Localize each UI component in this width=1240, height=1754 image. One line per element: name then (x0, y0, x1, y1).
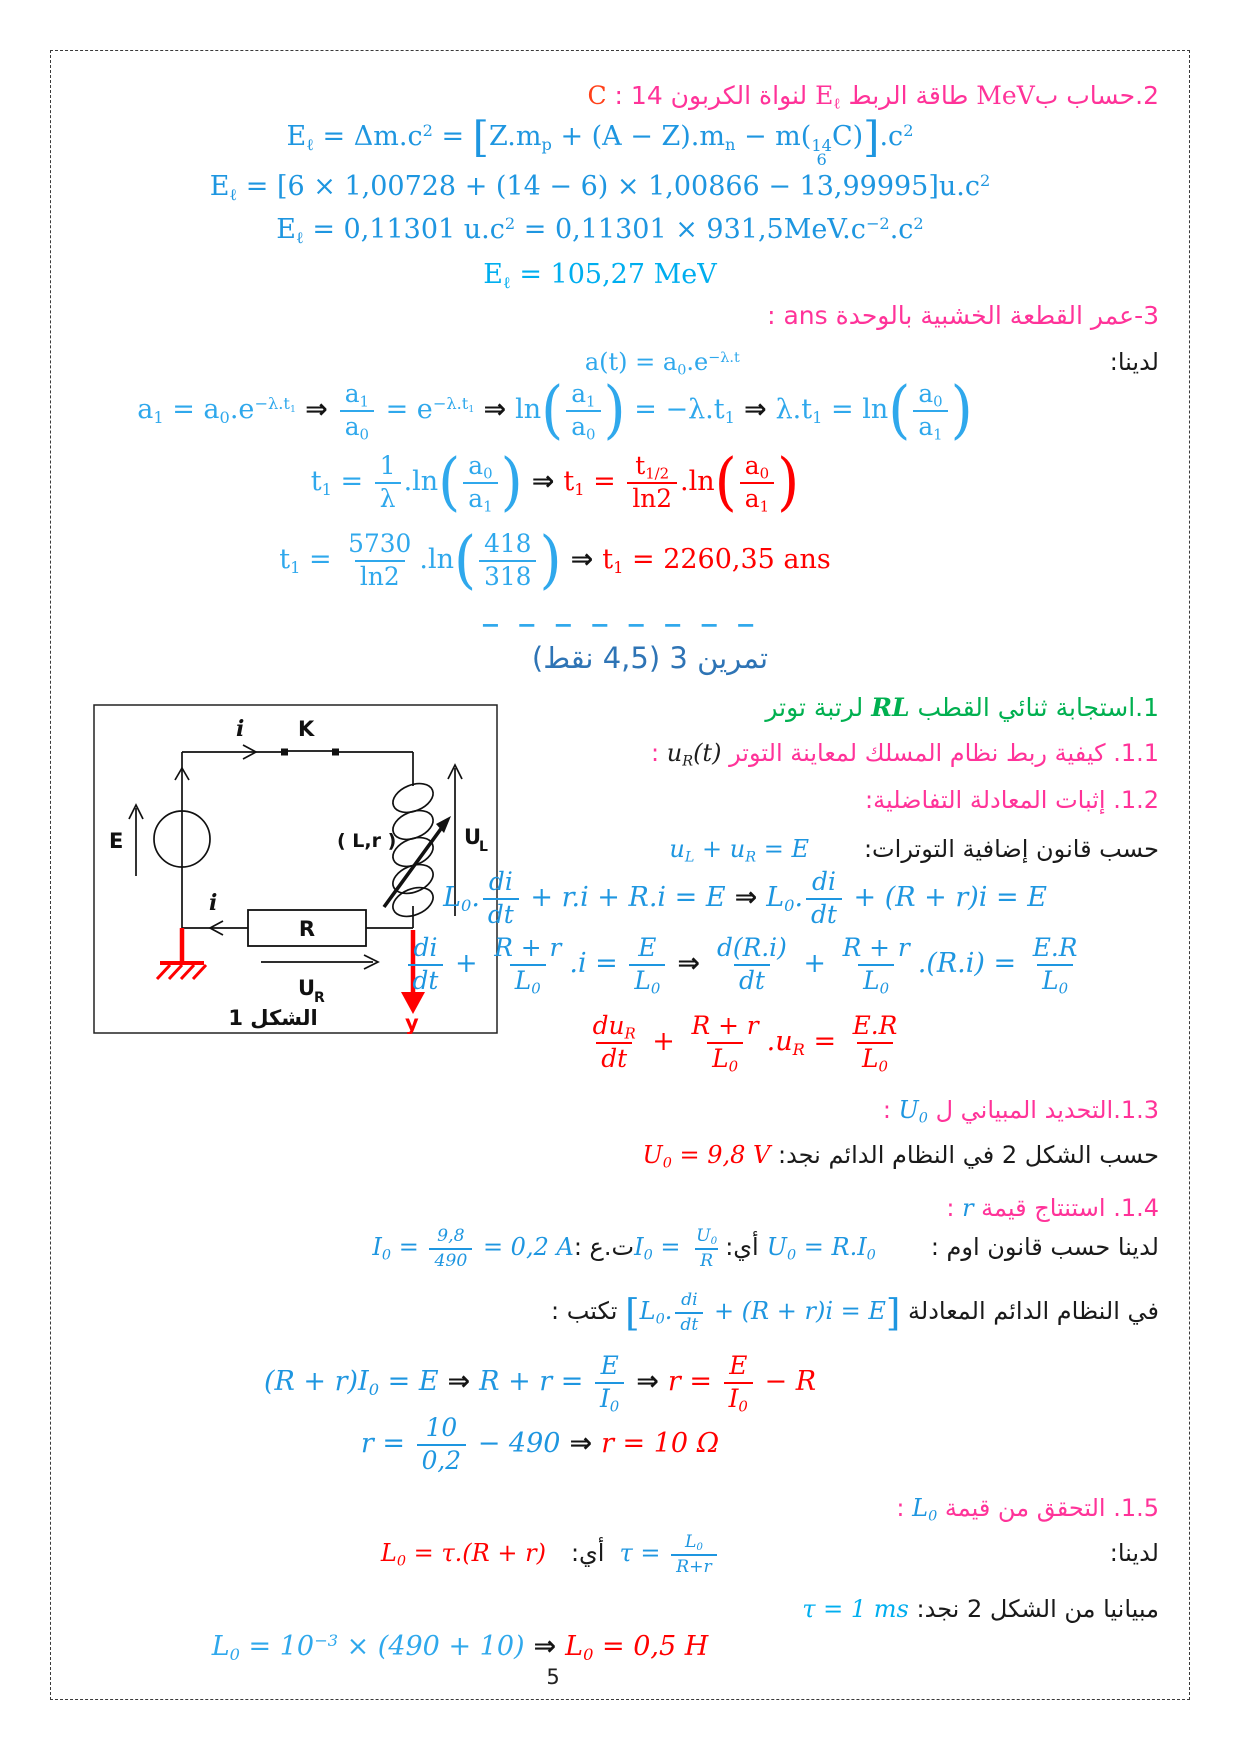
row-l0-relation: لدينا:τ = $\frac{L_0}{R+r}$ $أي:L_0 = \tau.(R + r)$ (380, 1532, 1159, 1578)
eq-differential-step2: $\frac{di}{dt}$ + $\frac{R + r}{L_0}$ .i = $\frac{E}{L_0}$ ⇒ $\frac{d(R.i)}{dt}$ + $\frac{R + r}{L_0}$ .(R.i) = $\frac{E.R}{L_0}$ (81, 935, 1159, 994)
resistor-label: R (298, 917, 316, 941)
eq-binding-energy-result: $E_\ell = 105,27$ MeV (483, 259, 717, 292)
eq-activity-chain: $a_1 = a_0.e^{-\lambda.t_1}$ ⇒ $\frac{a_1}{a_0}$ = $e^{-\lambda.t_1}$ ⇒ ln ( $\frac{a_1}{a_0}$ ) = $-\lambda.t_1$ ⇒ $\lambda.t_1 = \ln$ ( $\frac{a_0}{a_1}$ ) (137, 373, 973, 447)
ur-label: U (298, 976, 316, 1000)
heading-rl-response: 1.استجابة ثنائي القطب RL لرتبة توتر (765, 693, 1159, 722)
heading-1-1-wiring: 1.1. كيفية ربط نظام المسلك لمعاينة التوتر $u_R(t)$ : (651, 739, 1159, 770)
eq-binding-energy-conversion: $E_\ell = 0,11301$ $u.c^2 = 0,11301 \times 931,5MeV.c^{-2}.c^2$ (276, 214, 924, 247)
heading-wood-age: 3-عمر القطعة الخشبية بالوحدة ans : (767, 301, 1159, 330)
separator-dashes: − − − − − − − − (480, 610, 760, 639)
eq-t1-halflife: $t_1$ = $\frac{1}{\lambda}$ .ln ( $\frac{a_0}{a_1}$ ) ⇒ $t_1$ = $\frac{t_{1/2}}{\ln 2}$ .ln ( $\frac{a_0}{a_1}$ ) (310, 445, 800, 519)
eq-r-derivation: $(R + r)I_0 = E$ ⇒ R + r = $\frac{E}{I_0}$ ⇒ r = $\frac{E}{I_0}$ − R (263, 1351, 817, 1416)
heading-1-4-deduce-r: 1.4. استنتاج قيمة r : (946, 1194, 1159, 1222)
eq-r-numeric-result: r = $\frac{10}{0,2}$ − 490 ⇒ r = 10 Ω (360, 1413, 720, 1476)
worksheet-page (50, 50, 1190, 1700)
row-voltage-additivity-law: حسب قانون إضافية $التوترات:u_L + u_R = E$ (669, 835, 1159, 866)
row-u0-value: حسب الشكل 2 في النظام الدائم نجد: $U_0 = 9,8$ V (642, 1141, 1159, 1172)
row-activity-law: لدينا:a(t) = $a_0.e^{-\lambda.t}$ (584, 348, 1159, 379)
figure-caption: الشكل 1 (228, 1006, 318, 1030)
heading-1-3-graphical-determination: 1.3.التحديد المبياني ل $U_0$ : (882, 1096, 1159, 1127)
ul-label-sub: L (479, 839, 488, 855)
row-ohm-law: لدينا حسب قانون اوم $:U_0$ = $R.I_0أي:I_0$ = $\frac{U_0}{R}$ ت.ع $:I_0$ = $\frac{9,8}{490}$ = 0,2 A (372, 1226, 1159, 1272)
eq-t1-numeric-result: $t_1$ = $\frac{5730}{\ln 2}$ .ln ( $\frac{418}{318}$ ) ⇒ $t_1 = 2260,35$ ans (279, 523, 831, 597)
heading-1-2-differential-equation: 1.2. إثبات المعادلة التفاضلية: (865, 786, 1159, 814)
ul-label: U (464, 825, 482, 849)
eq-differential-step1: $L_0$. $\frac{di}{dt}$ + r.i + R.i = E ⇒ $L_0$. $\frac{di}{dt}$ + (R + r)i = E (443, 867, 1047, 930)
coil-label: ( L,r ) (337, 830, 397, 852)
source-label: E (109, 829, 124, 853)
eq-binding-energy-definition: $E_\ell = \Delta m.c^2 = [Z.m_p + (A - Z).m_n - m$( 14 6 $C)].c^2$ (286, 112, 914, 170)
row-steady-state-equation: في النظام الدائم المعادلة [$L_0$. $\frac{di}{dt}$ + (R + r)i = E] تكتب : (551, 1290, 1159, 1336)
switch-label: K (298, 717, 315, 741)
y-probe-label: y (405, 1011, 419, 1034)
row-tau-value: مبيانيا من الشكل 2 نجد: τ = 1 ms (802, 1595, 1159, 1623)
heading-1-5-check-l0: 1.5. التحقق من قيمة $L_0$ : (896, 1494, 1159, 1525)
page-number: 5 (546, 1665, 560, 1689)
current-label-top: i (236, 716, 245, 742)
eq-l0-numeric-result: $L_0 = 10^{-3} \times (490 + 10)$ ⇒ $L_0 = 0,5$ H (211, 1631, 709, 1664)
switch (281, 749, 339, 756)
ur-label-sub: R (314, 990, 325, 1006)
eq-differential-ur-result: $\frac{du_R}{dt}$ + $\frac{R + r}{L_0}$ $.u_R$ = $\frac{E.R}{L_0}$ (592, 1011, 898, 1076)
exercise-3-title: تمرين 3 (4,5 نقط) (531, 641, 769, 675)
heading-binding-energy: 2.حساب بMeV طاقة الربط $E_\ell$ لنواة الكربون 14 : C (587, 81, 1159, 113)
current-label-bottom: i (209, 890, 218, 916)
eq-binding-energy-substitution: $E_\ell = [6 \times 1,00728 + (14 - 6) \times 1,00866 - 13,99995]u.c^2$ (209, 171, 991, 204)
